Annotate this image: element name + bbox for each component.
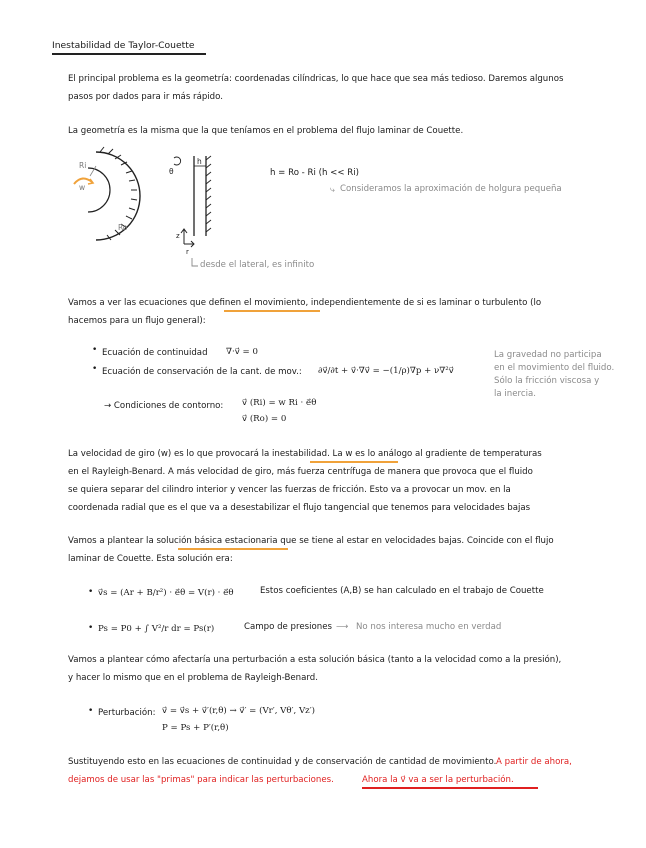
h-note-arrow: ⤷ bbox=[330, 185, 335, 195]
intro-line-2: pasos por dados para ir más rápido. bbox=[68, 92, 223, 102]
basic-line-2: laminar de Couette. Esta solución era: bbox=[68, 554, 233, 564]
bullet: • bbox=[92, 364, 98, 374]
continuity-label: Ecuación de continuidad bbox=[102, 348, 208, 358]
bullet: • bbox=[88, 587, 94, 597]
bullet: • bbox=[88, 706, 94, 716]
vs-note: Estos coeficientes (A,B) se han calculado en el trabajo de Couette bbox=[260, 586, 544, 596]
title-underline bbox=[52, 53, 206, 55]
momentum-label: Ecuación de conservación de la cant. de mov.: bbox=[102, 367, 302, 377]
velocity-line-3: se quiera separar del cilindro interior y vencer las fuerzas de fricción. Esto va a provocar un mov. en la bbox=[68, 485, 511, 495]
momentum-equation: ∂v⃗/∂t + v⃗·∇v⃗ = −(1/ρ)∇p + ν∇²v⃗ bbox=[318, 366, 454, 376]
ps-arrow: ⟶ bbox=[336, 622, 349, 632]
bullet: • bbox=[88, 623, 94, 633]
final-emphasis-underline bbox=[362, 787, 538, 789]
gravity-note-3: Sólo la fricción viscosa y bbox=[494, 376, 600, 386]
lateral-note: desde el lateral, es infinito bbox=[200, 260, 315, 270]
gravity-note-4: la inercia. bbox=[494, 389, 536, 399]
final-line-2-red: dejamos de usar las "primas" para indicar las perturbaciones. bbox=[68, 775, 334, 785]
gravity-note-1: La gravedad no participa bbox=[494, 350, 602, 360]
highlight-ecuaciones bbox=[224, 310, 320, 312]
intro-line-1: El principal problema es la geometría: coordenadas cilíndricas, lo que hace que sea más tedioso. Daremos algunos bbox=[68, 74, 564, 84]
final-line-1-red: A partir de ahora, bbox=[496, 757, 572, 767]
label-theta: θ bbox=[169, 167, 174, 176]
velocity-line-4: coordenada radial que es el que va a desestabilizar el flujo tangencial que tenemos para velocidades bajas bbox=[68, 503, 531, 513]
perturbation-eq-1: v⃗ = v⃗s + v⃗′(r,θ) → v⃗′ = (Vr′, Vθ′, Vz′) bbox=[162, 706, 315, 716]
label-z: z bbox=[176, 232, 180, 240]
boundary-condition-1: v⃗ (Ri) = w Ri · e⃗θ bbox=[242, 398, 317, 408]
velocity-line-2: en el Rayleigh-Benard. A más velocidad de giro, más fuerza centrífuga de manera que provoca que el fluido bbox=[68, 467, 533, 477]
continuity-equation: ∇·v⃗ = 0 bbox=[226, 347, 258, 357]
equations-intro-2: hacemos para un flujo general): bbox=[68, 316, 206, 326]
ps-note: No nos interesa mucho en verdad bbox=[356, 622, 502, 632]
vs-equation: v⃗s = (Ar + B/r²) · e⃗θ = V(r) · e⃗θ bbox=[98, 588, 234, 598]
equations-intro-1: Vamos a ver las ecuaciones que definen el movimiento, independientemente de si es laminar o turbulento (lo bbox=[68, 298, 542, 308]
page-title: Inestabilidad de Taylor-Couette bbox=[52, 40, 195, 51]
basic-line-1: Vamos a plantear la solución básica estacionaria que se tiene al estar en velocidades bajas. Coincide con el flujo bbox=[68, 536, 554, 546]
wall-hatching-straight bbox=[206, 156, 211, 232]
final-line-2-emphasis: Ahora la v⃗ va a ser la perturbación. bbox=[362, 775, 514, 785]
final-line-1: Sustituyendo esto en las ecuaciones de continuidad y de conservación de cantidad de movimiento. bbox=[68, 757, 497, 767]
bullet: • bbox=[92, 345, 98, 355]
perturbation-eq-2: P = Ps + P′(r,θ) bbox=[162, 723, 229, 733]
cylinder-diagram bbox=[60, 146, 240, 276]
label-w: w bbox=[79, 183, 86, 192]
velocity-line-1: La velocidad de giro (w) es lo que provocará la inestabilidad. La w es lo análogo al gradiente de temperaturas bbox=[68, 449, 542, 459]
label-h: h bbox=[197, 157, 202, 166]
ps-equation: Ps = P0 + ∫ V²/r dr = Ps(r) bbox=[98, 624, 215, 634]
h-note: Consideramos la aproximación de holgura pequeña bbox=[340, 184, 562, 194]
label-r: r bbox=[186, 248, 189, 256]
ps-label: Campo de presiones bbox=[244, 622, 332, 632]
perturbation-line-2: y hacer lo mismo que en el problema de Rayleigh-Benard. bbox=[68, 673, 318, 683]
perturbation-label: Perturbación: bbox=[98, 708, 156, 718]
highlight-inestabilidad bbox=[310, 461, 398, 463]
label-ro: Ro bbox=[118, 223, 128, 232]
perturbation-line-1: Vamos a plantear cómo afectaría una perturbación a esta solución básica (tanto a la velocidad como a la presión), bbox=[68, 655, 562, 665]
geometry-sentence: La geometría es la misma que la que teníamos en el problema del flujo laminar de Couette. bbox=[68, 126, 464, 136]
h-formula: h = Ro - Ri (h << Ri) bbox=[270, 168, 359, 178]
boundary-condition-2: v⃗ (Ro) = 0 bbox=[242, 414, 287, 424]
boundary-label: → Condiciones de contorno: bbox=[104, 401, 224, 411]
highlight-solucion-basica bbox=[178, 548, 288, 550]
label-ri: Ri bbox=[79, 161, 87, 170]
gravity-note-2: en el movimiento del fluido. bbox=[494, 363, 615, 373]
